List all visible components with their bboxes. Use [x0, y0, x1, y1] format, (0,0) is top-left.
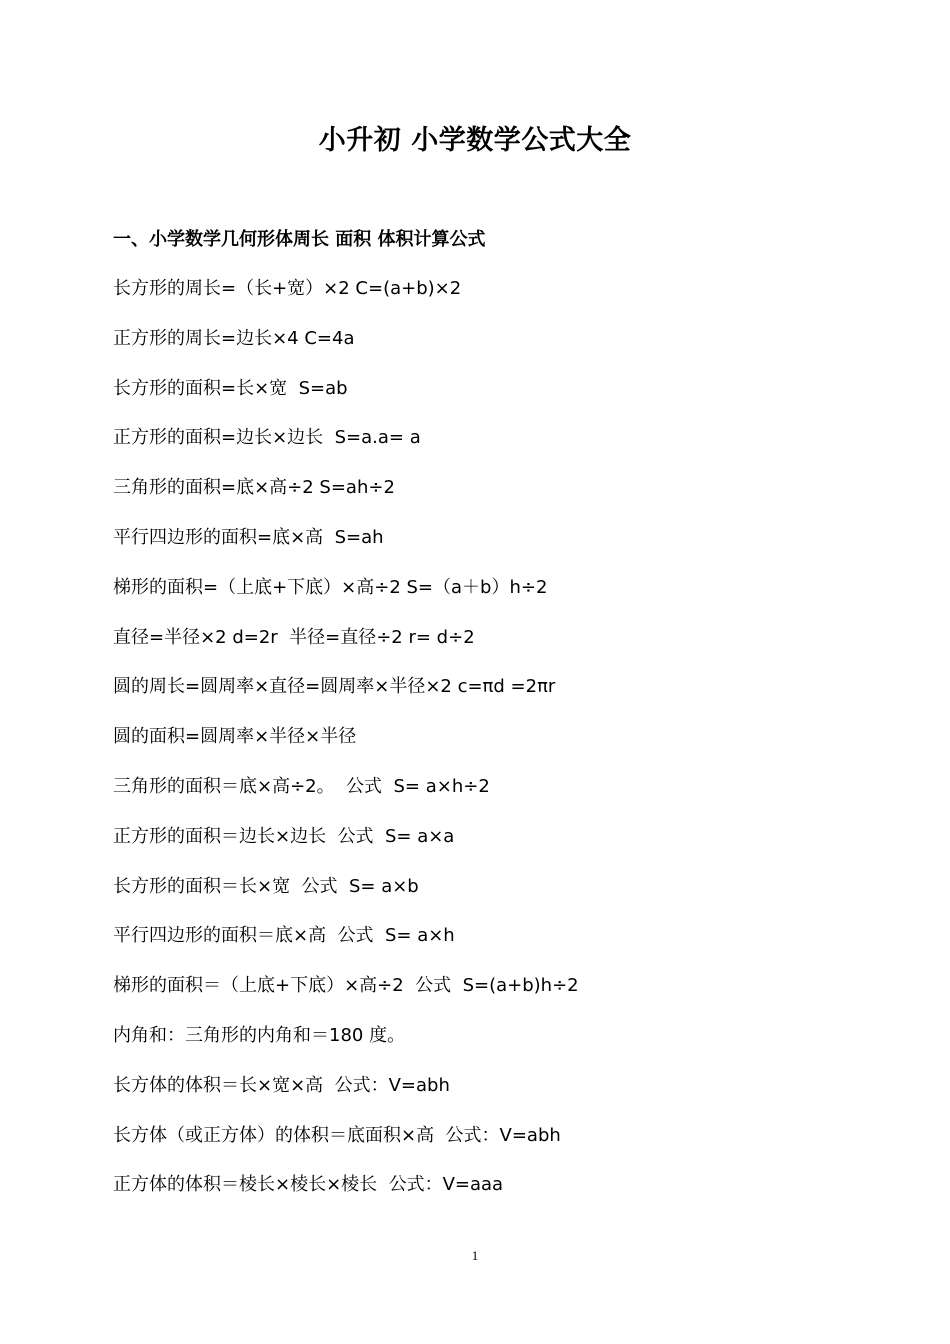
formula-line: 圆的面积=圆周率×半径×半径 — [113, 726, 357, 748]
formula-line: 梯形的面积＝（上底+下底）×高÷2 公式 S=(a+b)h÷2 — [113, 975, 579, 997]
formula-line: 三角形的面积＝底×高÷2。 公式 S= a×h÷2 — [113, 775, 490, 797]
formula-line: 平行四边形的面积＝底×高 公式 S= a×h — [113, 925, 455, 947]
formula-list — [113, 275, 579, 1221]
formula-line: 正方形的周长=边长×4 C=4a — [113, 327, 355, 349]
formula-line: 圆的周长=圆周率×直径=圆周率×半径×2 c=πd =2πr — [113, 676, 556, 698]
formula-line: 正方形的面积＝边长×边长 公式 S= a×a — [113, 825, 455, 847]
formula-line: 三角形的面积=底×高÷2 S=ah÷2 — [113, 477, 395, 499]
section-heading: 一、小学数学几何形体周长 面积 体积计算公式 — [113, 229, 486, 250]
formula-line: 长方形的周长=（长+宽）×2 C=(a+b)×2 — [113, 278, 462, 299]
formula-line: 平行四边形的面积=底×高 S=ah — [113, 526, 384, 548]
formula-line: 长方体（或正方体）的体积＝底面积×高 公式：V=abh — [113, 1124, 561, 1146]
formula-line: 内角和：三角形的内角和＝180 度。 — [113, 1024, 406, 1046]
document-title: 小升初 小学数学公式大全 — [318, 125, 632, 156]
formula-line: 长方形的面积＝长×宽 公式 S= a×b — [113, 875, 419, 897]
page-number: 1 — [471, 1248, 479, 1263]
formula-line: 直径=半径×2 d=2r 半径=直径÷2 r= d÷2 — [113, 626, 475, 648]
formula-line: 长方体的体积＝长×宽×高 公式：V=abh — [113, 1074, 450, 1096]
formula-line: 正方体的体积＝棱长×棱长×棱长 公式：V=aaa — [113, 1174, 504, 1196]
formula-line: 正方形的面积=边长×边长 S=a.a= a — [113, 427, 421, 449]
formula-line: 长方形的面积=长×宽 S=ab — [113, 377, 348, 399]
formula-line: 梯形的面积=（上底+下底）×高÷2 S=（a＋b）h÷2 — [113, 576, 548, 598]
